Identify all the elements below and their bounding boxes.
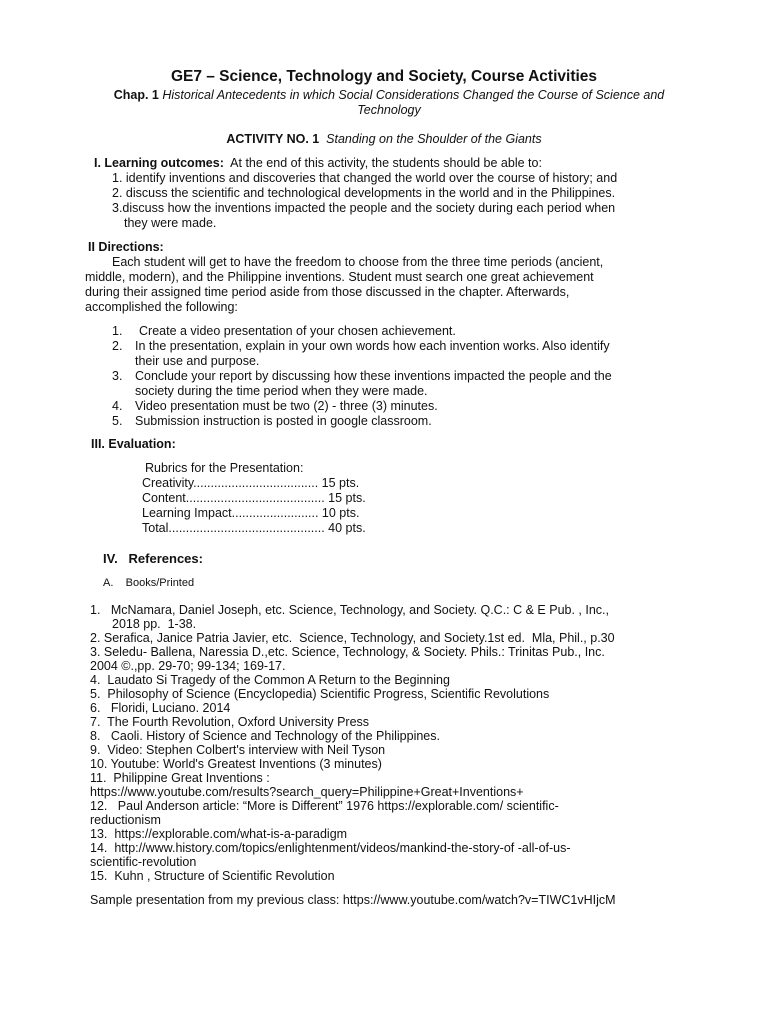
reference-line: 15. Kuhn , Structure of Scientific Revolution [90, 869, 335, 883]
directions-paragraph-line: Each student will get to have the freedom to choose from the three time periods (ancient, [112, 255, 604, 269]
direction-step-text: their use and purpose. [135, 354, 260, 368]
reference-line: 9. Video: Stephen Colbert's interview with Neil Tyson [90, 743, 386, 757]
rubric-title: Rubrics for the Presentation: [145, 461, 304, 475]
direction-step-text: Video presentation must be two (2) - three (3) minutes. [135, 399, 438, 413]
reference-line: 12. Paul Anderson article: “More is Different” 1976 https://explorable.com/ scientific- [90, 799, 559, 813]
direction-step-number: 3. [112, 369, 123, 383]
reference-line: 2004 ©.,pp. 29-70; 99-134; 169-17. [90, 659, 286, 673]
reference-line: scientific-revolution [90, 855, 197, 869]
reference-line: 2018 pp. 1-38. [112, 617, 197, 631]
chapter-title: Historical Antecedents in which Social Considerations Changed the Course of Science and Technology [162, 88, 665, 117]
reference-link[interactable]: https://www.youtube.com/results?search_query=Philippine+Great+Inventions+ [90, 785, 524, 799]
reference-line: 4. Laudato Si Tragedy of the Common A Return to the Beginning [90, 673, 450, 687]
direction-step-text: Conclude your report by discussing how these inventions impacted the people and the [135, 369, 612, 383]
activity-label: ACTIVITY NO. 1 [226, 132, 320, 146]
chapter-label: Chap. 1 [113, 88, 159, 102]
direction-step-number: 5. [112, 414, 123, 428]
learning-outcome-item: 3.discuss how the inventions impacted the people and the society during each period when [112, 201, 616, 215]
directions-heading: II Directions: [88, 240, 164, 254]
reference-line: 11. Philippine Great Inventions : [90, 771, 270, 785]
direction-step-text: Submission instruction is posted in google classroom. [135, 414, 432, 428]
directions-paragraph-line: during their assigned time period aside from those discussed in the chapter. Afterwards, [85, 285, 570, 299]
rubric-row: Creativity.................................... 15 pts. [142, 476, 360, 490]
reference-line: reductionism [90, 813, 161, 827]
page-title: GE7 – Science, Technology and Society, Course Activities [170, 68, 598, 85]
directions-paragraph-line: accomplished the following: [85, 300, 238, 314]
learning-outcome-item: 1. identify inventions and discoveries that changed the world over the course of history; and [112, 171, 618, 185]
reference-line: 8. Caoli. History of Science and Technology of the Philippines. [90, 729, 440, 743]
rubric-row: Total............................................. 40 pts. [142, 521, 366, 535]
learning-outcomes-heading: I. Learning outcomes: [94, 156, 224, 170]
learning-outcomes-intro: At the end of this activity, the students should be able to: [230, 156, 542, 170]
reference-line: 7. The Fourth Revolution, Oxford University Press [90, 715, 370, 729]
directions-paragraph-line: middle, modern), and the Philippine inventions. Student must search one great achievement [85, 270, 594, 284]
reference-line: 3. Seledu- Ballena, Naressia D.,etc. Science, Technology, & Society. Phils.: Trinitas Pub., Inc. [90, 645, 605, 659]
direction-step-number: 1. [112, 324, 123, 338]
direction-step-text: Create a video presentation of your chosen achievement. [139, 324, 456, 338]
chapter-line [92, 88, 686, 118]
reference-link[interactable]: 13. https://explorable.com/what-is-a-paradigm [90, 827, 348, 841]
references-subheading: A. Books/Printed [103, 577, 195, 589]
evaluation-heading: III. Evaluation: [91, 437, 176, 451]
activity-title: Standing on the Shoulder of the Giants [326, 132, 542, 146]
learning-outcome-item: they were made. [124, 216, 217, 230]
learning-outcomes-line [94, 156, 542, 170]
direction-step-number: 4. [112, 399, 123, 413]
reference-line: 1. McNamara, Daniel Joseph, etc. Science, Technology, and Society. Q.C.: C & E Pub. , Inc., [90, 603, 609, 617]
direction-step-number: 2. [112, 339, 123, 353]
rubric-row: Content........................................ 15 pts. [142, 491, 366, 505]
references-heading: IV. References: [103, 551, 203, 566]
activity-heading [0, 132, 768, 146]
learning-outcome-item: 2. discuss the scientific and technological developments in the world and in the Philippines. [112, 186, 616, 200]
reference-link[interactable]: 14. http://www.history.com/topics/enlightenment/videos/mankind-the-story-of -all-of-us- [90, 841, 571, 855]
direction-step-text: In the presentation, explain in your own words how each invention works. Also identify [135, 339, 610, 353]
reference-line: 5. Philosophy of Science (Encyclopedia) Scientific Progress, Scientific Revolutions [90, 687, 550, 701]
reference-line: 10. Youtube: World's Greatest Inventions (3 minutes) [90, 757, 382, 771]
sample-presentation-link[interactable]: Sample presentation from my previous class: https://www.youtube.com/watch?v=TIWC1vHIjcM [90, 893, 616, 907]
rubric-row: Learning Impact......................... 10 pts. [142, 506, 360, 520]
reference-line: 6. Floridi, Luciano. 2014 [90, 701, 231, 715]
direction-step-text: society during the time period when they were made. [135, 384, 428, 398]
reference-line: 2. Serafica, Janice Patria Javier, etc. Science, Technology, and Society.1st ed. Mla, Phil., p.30 [90, 631, 615, 645]
